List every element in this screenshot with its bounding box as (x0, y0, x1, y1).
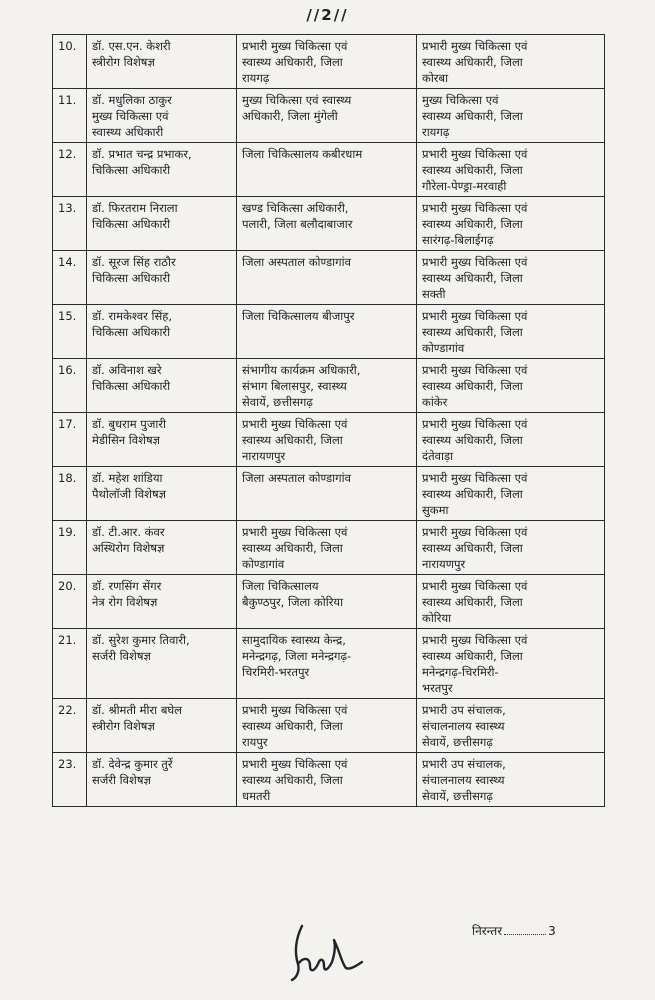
serial-number-cell: 15. (53, 305, 87, 359)
officer-cell (87, 413, 237, 467)
serial-number-cell: 13. (53, 197, 87, 251)
serial-number-cell: 23. (53, 753, 87, 807)
new-posting-line: कोण्डागांव (422, 341, 465, 355)
table-row (53, 359, 605, 413)
new-posting-line: प्रभारी मुख्य चिकित्सा एवं (422, 147, 528, 161)
new-posting-line: स्वास्थ्य अधिकारी, जिला (422, 487, 523, 501)
new-posting-line: संचालनालय स्वास्थ्य (422, 719, 505, 733)
new-posting-line: स्वास्थ्य अधिकारी, जिला (422, 541, 523, 555)
new-posting-line: सक्ती (422, 287, 446, 301)
continued-dots (504, 934, 546, 935)
new-posting-line: प्रभारी उप संचालक, (422, 703, 506, 717)
serial-number-cell: 17. (53, 413, 87, 467)
serial-number-cell: 22. (53, 699, 87, 753)
current-posting-line: स्वास्थ्य अधिकारी, जिला (242, 55, 343, 69)
officer-line: डॉ. टी.आर. कंवर (92, 525, 165, 539)
serial-number-cell: 14. (53, 251, 87, 305)
transfer-table (52, 34, 605, 807)
new-posting-line: कांकेर (422, 395, 448, 409)
new-posting-line: प्रभारी मुख्य चिकित्सा एवं (422, 39, 528, 53)
new-posting-cell (417, 197, 605, 251)
page-number: //2// (306, 6, 349, 24)
current-posting-line: मुख्य चिकित्सा एवं स्वास्थ्य (242, 93, 352, 107)
current-posting-line: सामुदायिक स्वास्थ्य केन्द्र, (242, 633, 346, 647)
officer-line: डॉ. श्रीमती मीरा बघेल (92, 703, 182, 717)
new-posting-line: सेवायें, छत्तीसगढ़ (422, 735, 493, 749)
new-posting-line: गौरेला-पेण्ड्रा-मरवाही (422, 179, 507, 193)
current-posting-line: जिला चिकित्सालय कबीरधाम (242, 147, 363, 161)
officer-line: स्त्रीरोग विशेषज्ञ (92, 719, 155, 733)
current-posting-line: जिला चिकित्सालय (242, 579, 319, 593)
table-row (53, 251, 605, 305)
officer-line: मुख्य चिकित्सा एवं (92, 109, 169, 123)
officer-cell (87, 143, 237, 197)
officer-cell (87, 629, 237, 699)
serial-number-cell: 18. (53, 467, 87, 521)
officer-cell (87, 89, 237, 143)
current-posting-line: कोण्डागांव (242, 557, 285, 571)
new-posting-line: स्वास्थ्य अधिकारी, जिला (422, 55, 523, 69)
new-posting-cell (417, 305, 605, 359)
table-row (53, 413, 605, 467)
current-posting-line: प्रभारी मुख्य चिकित्सा एवं (242, 703, 348, 717)
current-posting-line: जिला चिकित्सालय बीजापुर (242, 309, 355, 323)
officer-line: डॉ. बुधराम पुजारी (92, 417, 167, 431)
new-posting-line: स्वास्थ्य अधिकारी, जिला (422, 433, 523, 447)
current-posting-line: स्वास्थ्य अधिकारी, जिला (242, 719, 343, 733)
new-posting-cell (417, 89, 605, 143)
current-posting-line: जिला अस्पताल कोण्डागांव (242, 255, 351, 269)
officer-cell (87, 197, 237, 251)
officer-line: चिकित्सा अधिकारी (92, 163, 171, 177)
current-posting-line: प्रभारी मुख्य चिकित्सा एवं (242, 757, 348, 771)
new-posting-line: मनेन्द्रगढ़-चिरमिरी- (422, 665, 499, 679)
officer-line: डॉ. रणसिंग सेंगर (92, 579, 162, 593)
serial-number-cell: 11. (53, 89, 87, 143)
table-row (53, 305, 605, 359)
current-posting-line: स्वास्थ्य अधिकारी, जिला (242, 433, 343, 447)
current-posting-cell (237, 629, 417, 699)
current-posting-line: स्वास्थ्य अधिकारी, जिला (242, 773, 343, 787)
new-posting-line: नारायणपुर (422, 557, 466, 571)
officer-line: डॉ. सूरज सिंह राठौर (92, 255, 176, 269)
current-posting-line: जिला अस्पताल कोण्डागांव (242, 471, 351, 485)
current-posting-line: चिरमिरी-भरतपुर (242, 665, 310, 679)
current-posting-line: नारायणपुर (242, 449, 286, 463)
table-row (53, 575, 605, 629)
new-posting-line: कोरिया (422, 611, 452, 625)
table-row (53, 753, 605, 807)
transfer-table-body (53, 35, 605, 807)
current-posting-cell (237, 89, 417, 143)
current-posting-line: मनेन्द्रगढ़, जिला मनेन्द्रगढ़- (242, 649, 352, 663)
officer-line: डॉ. फिरतराम निराला (92, 201, 178, 215)
officer-cell (87, 575, 237, 629)
new-posting-line: दंतेवाड़ा (422, 449, 454, 463)
current-posting-line: प्रभारी मुख्य चिकित्सा एवं (242, 525, 348, 539)
new-posting-cell (417, 575, 605, 629)
current-posting-cell (237, 359, 417, 413)
serial-number-cell: 21. (53, 629, 87, 699)
officer-line: डॉ. प्रभात चन्द्र प्रभाकर, (92, 147, 192, 161)
new-posting-line: स्वास्थ्य अधिकारी, जिला (422, 271, 523, 285)
officer-cell (87, 699, 237, 753)
officer-line: चिकित्सा अधिकारी (92, 379, 171, 393)
new-posting-cell (417, 753, 605, 807)
new-posting-line: प्रभारी मुख्य चिकित्सा एवं (422, 363, 528, 377)
current-posting-cell (237, 413, 417, 467)
current-posting-line: सेवायें, छत्तीसगढ़ (242, 395, 313, 409)
new-posting-cell (417, 359, 605, 413)
officer-cell (87, 251, 237, 305)
new-posting-line: मुख्य चिकित्सा एवं (422, 93, 499, 107)
officer-line: सर्जरी विशेषज्ञ (92, 649, 151, 663)
new-posting-cell (417, 143, 605, 197)
officer-line: चिकित्सा अधिकारी (92, 325, 171, 339)
officer-line: डॉ. महेश शांडिया (92, 471, 163, 485)
new-posting-line: सेवायें, छत्तीसगढ़ (422, 789, 493, 803)
officer-line: नेत्र रोग विशेषज्ञ (92, 595, 158, 609)
table-row (53, 143, 605, 197)
officer-line: डॉ. मधुलिका ठाकुर (92, 93, 172, 107)
current-posting-line: संभाग बिलासपुर, स्वास्थ्य (242, 379, 347, 393)
new-posting-line: प्रभारी मुख्य चिकित्सा एवं (422, 309, 528, 323)
current-posting-cell (237, 143, 417, 197)
new-posting-line: सुकमा (422, 503, 449, 517)
current-posting-cell (237, 305, 417, 359)
officer-line: डॉ. देवेन्द्र कुमार तुर्रे (92, 757, 173, 771)
current-posting-line: रायपुर (242, 735, 268, 749)
new-posting-cell (417, 699, 605, 753)
officer-line: डॉ. रामकेश्वर सिंह, (92, 309, 172, 323)
current-posting-line: बैकुण्ठपुर, जिला कोरिया (242, 595, 344, 609)
new-posting-line: प्रभारी मुख्य चिकित्सा एवं (422, 255, 528, 269)
table-row (53, 35, 605, 89)
table-row (53, 699, 605, 753)
new-posting-line: प्रभारी मुख्य चिकित्सा एवं (422, 579, 528, 593)
officer-cell (87, 467, 237, 521)
new-posting-cell (417, 251, 605, 305)
officer-line: अस्थिरोग विशेषज्ञ (92, 541, 165, 555)
new-posting-line: स्वास्थ्य अधिकारी, जिला (422, 217, 523, 231)
serial-number-cell: 16. (53, 359, 87, 413)
officer-line: चिकित्सा अधिकारी (92, 217, 171, 231)
officer-line: डॉ. अविनाश खरे (92, 363, 162, 377)
officer-cell (87, 359, 237, 413)
new-posting-line: प्रभारी उप संचालक, (422, 757, 506, 771)
current-posting-line: अधिकारी, जिला मुंगेली (242, 109, 338, 123)
table-row (53, 197, 605, 251)
new-posting-line: प्रभारी मुख्य चिकित्सा एवं (422, 525, 528, 539)
current-posting-line: संभागीय कार्यक्रम अधिकारी, (242, 363, 361, 377)
current-posting-cell (237, 35, 417, 89)
new-posting-line: स्वास्थ्य अधिकारी, जिला (422, 109, 523, 123)
new-posting-line: स्वास्थ्य अधिकारी, जिला (422, 325, 523, 339)
new-posting-line: संचालनालय स्वास्थ्य (422, 773, 505, 787)
serial-number-cell: 12. (53, 143, 87, 197)
new-posting-line: प्रभारी मुख्य चिकित्सा एवं (422, 417, 528, 431)
current-posting-line: पलारी, जिला बलौदाबाजार (242, 217, 353, 231)
current-posting-line: धमतरी (242, 789, 271, 803)
new-posting-line: प्रभारी मुख्य चिकित्सा एवं (422, 633, 528, 647)
serial-number-cell: 10. (53, 35, 87, 89)
new-posting-line: भरतपुर (422, 681, 453, 695)
new-posting-line: कोरबा (422, 71, 449, 85)
current-posting-line: स्वास्थ्य अधिकारी, जिला (242, 541, 343, 555)
table-row (53, 467, 605, 521)
current-posting-line: प्रभारी मुख्य चिकित्सा एवं (242, 39, 348, 53)
officer-line: मेडीसिन विशेषज्ञ (92, 433, 161, 447)
officer-line: स्वास्थ्य अधिकारी (92, 125, 164, 139)
continued-label: निरन्तर (472, 924, 503, 938)
table-row (53, 521, 605, 575)
new-posting-cell (417, 35, 605, 89)
current-posting-cell (237, 753, 417, 807)
signature-mark (288, 918, 378, 984)
new-posting-cell (417, 629, 605, 699)
new-posting-line: प्रभारी मुख्य चिकित्सा एवं (422, 201, 528, 215)
officer-cell (87, 305, 237, 359)
officer-line: सर्जरी विशेषज्ञ (92, 773, 151, 787)
table-row (53, 89, 605, 143)
new-posting-cell (417, 413, 605, 467)
serial-number-cell: 19. (53, 521, 87, 575)
new-posting-line: सारंगढ़-बिलाईगढ़ (422, 233, 494, 247)
current-posting-line: प्रभारी मुख्य चिकित्सा एवं (242, 417, 348, 431)
new-posting-line: स्वास्थ्य अधिकारी, जिला (422, 649, 523, 663)
current-posting-line: रायगढ़ (242, 71, 270, 85)
serial-number-cell: 20. (53, 575, 87, 629)
officer-cell (87, 35, 237, 89)
current-posting-cell (237, 467, 417, 521)
officer-line: स्त्रीरोग विशेषज्ञ (92, 55, 155, 69)
officer-cell (87, 521, 237, 575)
officer-line: डॉ. सुरेश कुमार तिवारी, (92, 633, 190, 647)
new-posting-cell (417, 521, 605, 575)
current-posting-cell (237, 575, 417, 629)
new-posting-line: प्रभारी मुख्य चिकित्सा एवं (422, 471, 528, 485)
officer-line: चिकित्सा अधिकारी (92, 271, 171, 285)
new-posting-line: रायगढ़ (422, 125, 450, 139)
new-posting-line: स्वास्थ्य अधिकारी, जिला (422, 163, 523, 177)
current-posting-line: खण्ड चिकित्सा अधिकारी, (242, 201, 349, 215)
new-posting-line: स्वास्थ्य अधिकारी, जिला (422, 379, 523, 393)
current-posting-cell (237, 197, 417, 251)
current-posting-cell (237, 699, 417, 753)
new-posting-cell (417, 467, 605, 521)
next-page-number: 3 (548, 924, 556, 938)
continued-note (472, 922, 556, 939)
table-row (53, 629, 605, 699)
current-posting-cell (237, 521, 417, 575)
current-posting-cell (237, 251, 417, 305)
officer-cell (87, 753, 237, 807)
officer-line: डॉ. एस.एन. केशरी (92, 39, 171, 53)
new-posting-line: स्वास्थ्य अधिकारी, जिला (422, 595, 523, 609)
officer-line: पैथोलॉजी विशेषज्ञ (92, 487, 167, 501)
